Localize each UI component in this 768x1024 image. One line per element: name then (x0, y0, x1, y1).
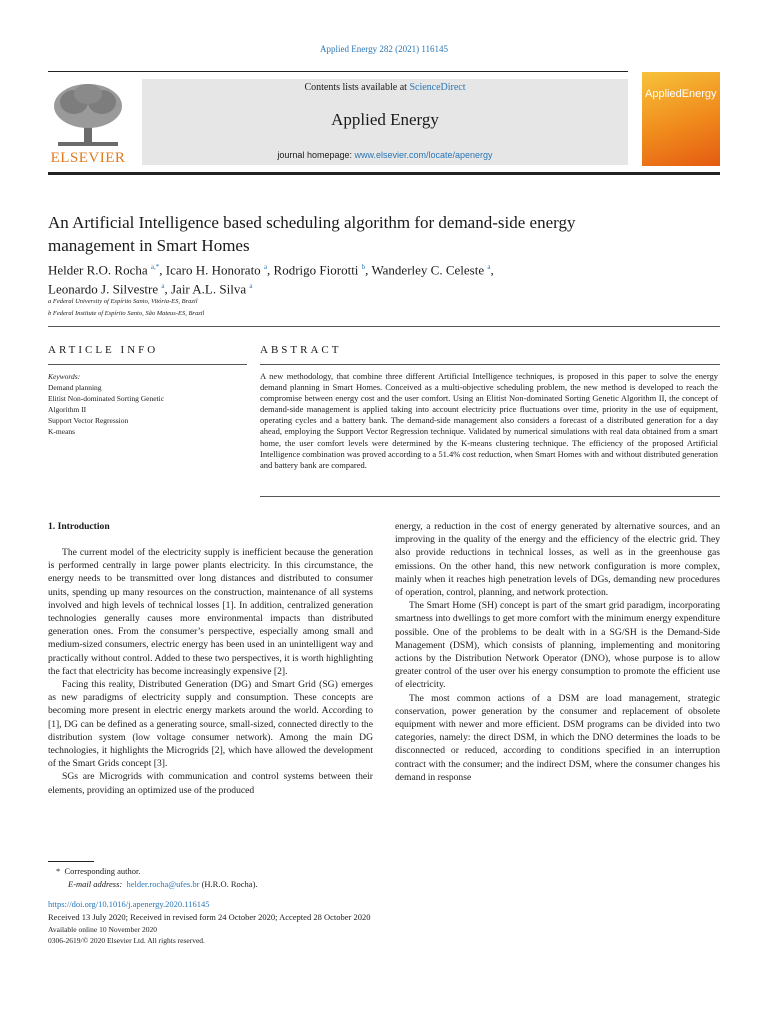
author-name[interactable]: Icaro H. Honorato (165, 262, 261, 278)
email-note (68, 879, 258, 889)
corresponding-author-note (56, 866, 141, 876)
contents-line (142, 82, 628, 93)
keyword-item: Elitist Non-dominated Sorting Genetic (48, 394, 165, 403)
corresponding-author-text: Corresponding author. (64, 866, 141, 876)
email-link[interactable]: helder.rocha@ufes.br (126, 879, 200, 889)
article-title (48, 211, 720, 257)
article-info-heading: ARTICLE INFO (48, 344, 159, 356)
body-paragraph: Facing this reality, Distributed Generation (DG) and Smart Grid (SG) emerges as new paradigms of electricity supply and consumption. These concepts are becoming more present in electric energy markets around the world. According to [1], DG can be defined as a generating source, small-sized, connected directly to the distribution system (low voltage consumer network). Among the main DG technologies, it highlights the Microgrids [2], which have allowed the development of the Smart Grids concept [3]. (48, 679, 373, 770)
affiliation-b: b Federal Institute of Espírito Santo, São Mateus-ES, Brazil (48, 310, 205, 317)
abstract-bottom-rule (260, 496, 720, 497)
elsevier-logo: ELSEVIER (50, 150, 126, 166)
doi-link[interactable]: https://doi.org/10.1016/j.apenergy.2020.116145 (48, 899, 210, 909)
abstract-heading: ABSTRACT (260, 344, 342, 356)
footnote-rule (48, 861, 94, 862)
received-dates: Received 13 July 2020; Received in revised form 24 October 2020; Accepted 28 October 2020 (48, 912, 371, 922)
author-affiliation-mark[interactable]: a (263, 263, 268, 271)
abstract-text: A new methodology, that combine three different Artificial Intelligence techniques, is proposed in this paper to solve the energy demand planning in Smart Homes. Conceived as a multi-objective scheduling problem, the new method is developed to reach the compromise between energy cost and the user comfort. Using an Elitist Non-dominated Sorting Genetic Algorithm II, the concept of demand-side management is applied taking into account electricity price fluctuations over time, priority in the use of equipment, operating cycles and a battery bank. The demand-side management also considers a forecast of a distributed generation for a day ahead, employing the Support Vector Regression technique. Validated by numerical simulations with real data obtained from a smart home, the user comfort levels were determined by the K-means clustering technique. The efficiency of the proposed Artificial Intelligence combination was proved according to a 51.4% cost reduction, when Smart Homes with and without distributed generation and battery bank are compared. (260, 371, 718, 470)
body-paragraph: The current model of the electricity supply is inefficient because the generation is performed centrally in large power plants electricity. In this circumstance, the energy needs to be transmitted over long distances and distributed to consumer units, spending up many resources on the construction, maintenance of all systems involved and high levels of technical losses [1]. In addition, centralized generation technologies generally causes more environmental impacts than distributed generation ones. From the consumer’s perspective, especially among small and medium-sized consumers, electric energy has been used in an unintelligent way and practically without control. Added to these two perspectives, it is worth highlighting the fact that electricity has become increasingly expensive [2]. (48, 547, 373, 677)
email-suffix: (H.R.O. Rocha). (199, 879, 258, 889)
body-paragraph: The Smart Home (SH) concept is part of the smart grid paradigm, incorporating smartness into dwellings to get more comfort with the minimum energy expenditure possible. One of the problems to be dealt with in a SG/SH is the Demand-Side Management (DSM), which consists of planning, implementing and monitoring actions by the Distribution Network Operator (DNO), whose purpose is to allow greater control of the user over his energy consumption to promote the efficient use of electricity. (395, 600, 720, 691)
section-heading-introduction: 1. Introduction (48, 521, 110, 532)
journal-cover-image[interactable] (642, 72, 720, 166)
article-info-rule (48, 364, 247, 365)
keyword-item: K-means (48, 427, 76, 436)
body-paragraph: The most common actions of a DSM are load management, strategic conservation, power generation by the consumer and replacement of obsolete equipment with newer and more efficient. DSM programs can be divided into two categories, namely: the direct DSM, in which the DNO determines the loads to be disconnected or reduced, according to conditions specified in an interruption contract with the consumer; and the indirect DSM, where the consumer changes his demand in response (395, 692, 720, 783)
body-paragraph: energy, a reduction in the cost of energy generated by alternative sources, and an improving in the quality of the energy and the efficiency of the electric grid. They also provide reductions in technical losses, as well as in the greenhouse gas emissions. On the other hand, this new network configuration is more complex, mainly when it reaches high penetration levels of DGs, demanding new procedures of operation, control, planning, and network protection. (395, 521, 720, 599)
abstract-top-rule (260, 364, 720, 365)
author-name[interactable]: Leonardo J. Silvestre (48, 281, 159, 297)
affiliation-a: a Federal University of Espírito Santo, Vitória-ES, Brazil (48, 298, 198, 305)
email-label: E-mail address: (68, 879, 123, 889)
author-affiliation-mark[interactable]: a,* (150, 263, 160, 271)
author-name[interactable]: Helder R.O. Rocha (48, 262, 148, 278)
journal-homepage (142, 150, 628, 160)
keyword-item: Support Vector Regression (48, 416, 129, 425)
author-affiliation-mark[interactable]: a (161, 282, 165, 291)
sciencedirect-link[interactable]: ScienceDirect (409, 82, 466, 93)
copyright: 0306-2619/© 2020 Elsevier Ltd. All rights reserved. (48, 936, 205, 945)
cover-title: AppliedEnergy (645, 88, 717, 100)
author-list: Helder R.O. Rocha $^{a,*}$, Icaro H. Honorato $^a$, Rodrigo Fiorotti $^b$, Wanderley C. Celeste $^a$, Leonardo J. Silvestre $^a$, Jair A.L. Silva $^a$ (48, 262, 494, 297)
author-affiliation-mark[interactable]: a (249, 282, 253, 291)
author-name[interactable]: Jair A.L. Silva (170, 281, 247, 297)
article-title-line-2: management in Smart Homes (48, 236, 250, 255)
author-affiliation-mark[interactable]: a (487, 263, 491, 271)
available-online: Available online 10 November 2020 (48, 925, 157, 934)
journal-title: Applied Energy (331, 110, 439, 129)
contents-prefix: Contents lists available at (304, 82, 410, 93)
body-left-column (48, 546, 373, 797)
keywords-label: Keywords: (48, 372, 81, 381)
body-paragraph: SGs are Microgrids with communication and control systems between their elements, providing an optimized use of the produced (48, 771, 373, 796)
elsevier-tree-logo-icon (48, 80, 128, 150)
header-top-rule (48, 71, 628, 72)
affiliation-rule (48, 326, 720, 327)
header-bottom-rule (48, 172, 720, 175)
homepage-link[interactable]: www.elsevier.com/locate/apenergy (354, 150, 493, 160)
journal-reference[interactable]: Applied Energy 282 (2021) 116145 (320, 44, 448, 54)
homepage-prefix: journal homepage: (277, 150, 355, 160)
author-name[interactable]: Wanderley C. Celeste (371, 262, 485, 278)
author-affiliation-mark[interactable]: b (361, 263, 366, 271)
body-right-column (395, 520, 720, 784)
footnote-asterisk: * (56, 866, 61, 876)
author-name[interactable]: Rodrigo Fiorotti (273, 262, 359, 278)
article-title-line-1: An Artificial Intelligence based scheduling algorithm for demand-side energy (48, 213, 576, 232)
keyword-item: Algorithm II (48, 405, 87, 414)
keyword-item: Demand planning (48, 383, 102, 392)
